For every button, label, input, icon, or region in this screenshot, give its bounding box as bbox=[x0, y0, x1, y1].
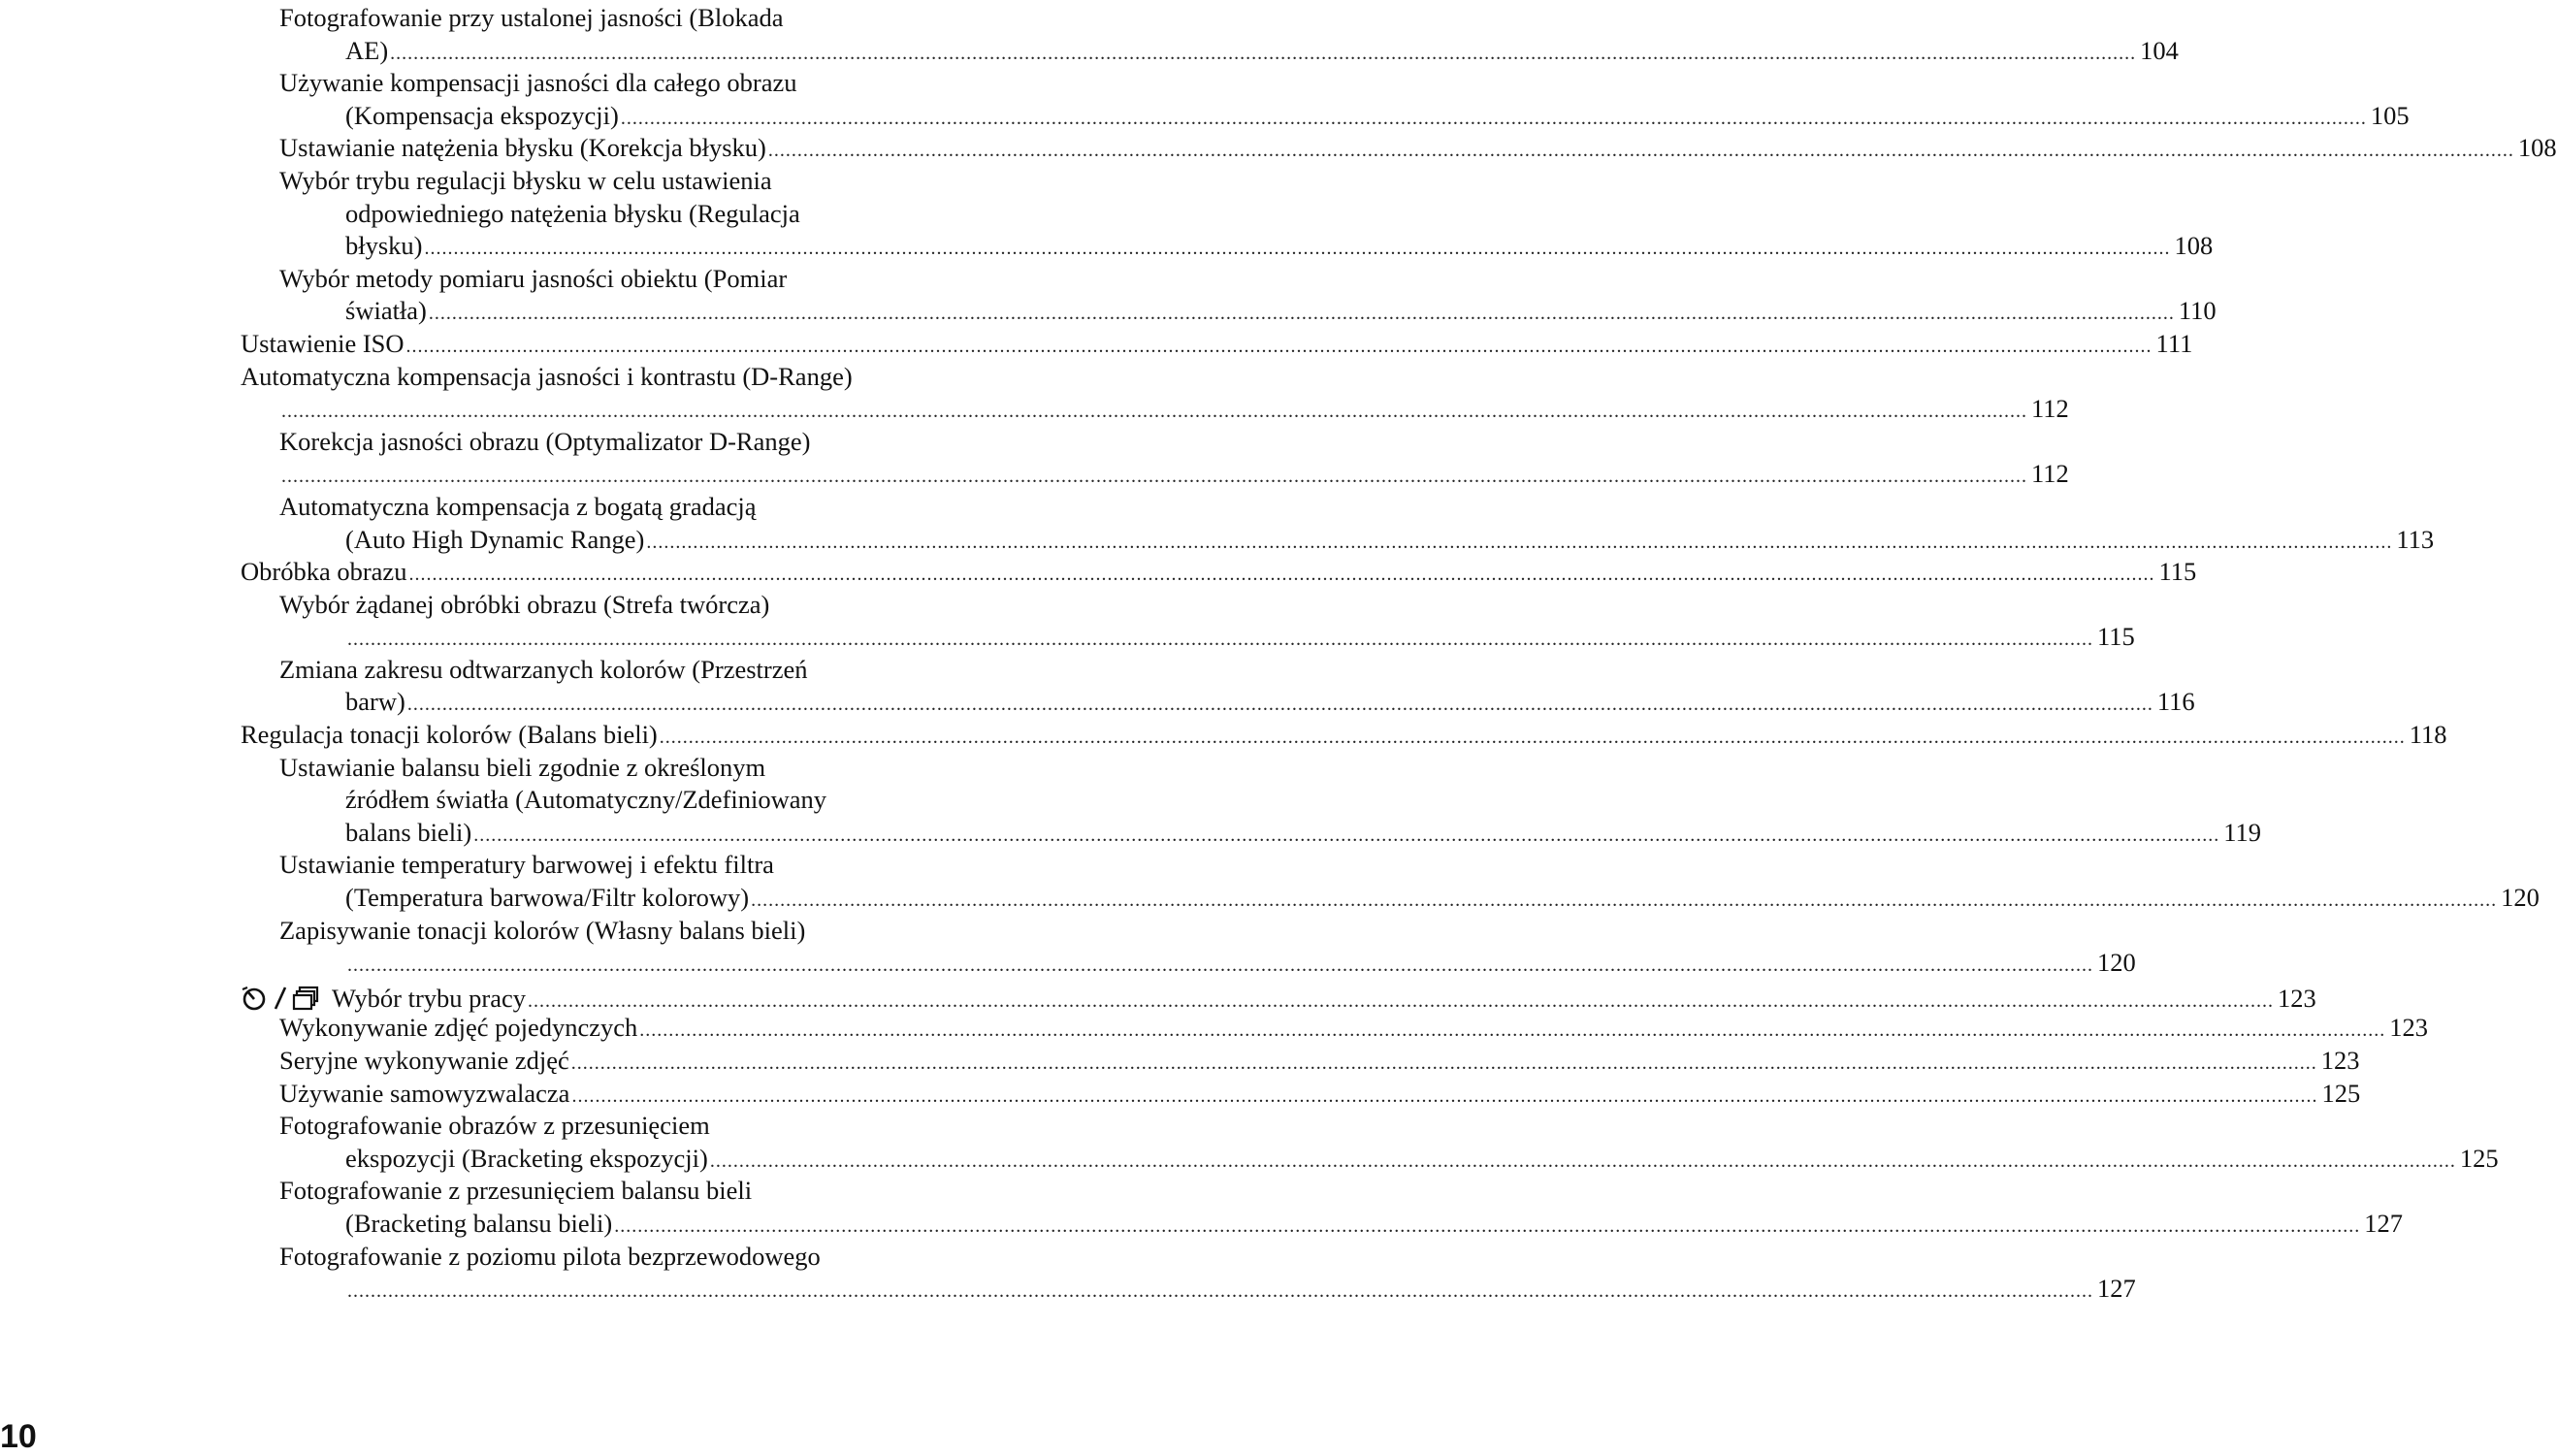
slash-separator-icon bbox=[274, 986, 287, 1011]
toc-line bbox=[0, 980, 2316, 1013]
toc-entry-title: Używanie kompensacji jasności dla całego obrazu bbox=[279, 68, 797, 98]
toc-line bbox=[0, 882, 2540, 915]
toc-line bbox=[0, 426, 931, 459]
toc-line bbox=[0, 361, 931, 394]
toc-line bbox=[0, 198, 931, 231]
dot-leader: ............................................................................................................................................................................................................................................................................................................ bbox=[528, 989, 2275, 1012]
toc-line bbox=[0, 35, 2179, 68]
toc-entry-title: Fotografowanie przy ustalonej jasności (Blokada bbox=[279, 3, 784, 32]
toc-page-number: 125 bbox=[2321, 1078, 2361, 1108]
toc-line bbox=[0, 915, 931, 948]
toc-page-number: 119 bbox=[2223, 817, 2262, 847]
toc-line bbox=[0, 686, 2195, 719]
toc-line bbox=[0, 621, 2135, 654]
toc-entry-title: (Kompensacja ekspozycji) bbox=[345, 100, 619, 130]
toc-page-number: 118 bbox=[2409, 720, 2447, 750]
toc-line bbox=[0, 230, 2214, 263]
toc-line bbox=[0, 295, 2217, 328]
toc-entry-title: Wybór metody pomiaru jasności obiektu (Pomiar bbox=[279, 263, 788, 293]
dot-leader: ............................................................................................................................................................................................................................................................................................................ bbox=[281, 466, 2027, 488]
toc-entry-title: Zmiana zakresu odtwarzanych kolorów (Przestrzeń bbox=[279, 654, 808, 684]
toc-entry-title: Zapisywanie tonacji kolorów (Własny balans bieli) bbox=[279, 915, 806, 945]
toc-entry-title: Wybór żądanej obróbki obrazu (Strefa twórcza) bbox=[279, 589, 770, 619]
dot-leader: ............................................................................................................................................................................................................................................................................................................ bbox=[709, 1149, 2456, 1172]
toc-line bbox=[0, 1078, 2361, 1111]
toc-line bbox=[0, 1143, 2499, 1176]
toc-page-number: 125 bbox=[2459, 1143, 2499, 1173]
toc-entry-title: Ustawienie ISO bbox=[241, 328, 405, 358]
toc-page-number: 115 bbox=[2097, 622, 2135, 652]
toc-entry-title: Fotografowanie obrazów z przesunięciem bbox=[279, 1111, 710, 1141]
toc-page-number: 105 bbox=[2370, 100, 2410, 130]
dot-leader: ............................................................................................................................................................................................................................................................................................................ bbox=[571, 1084, 2318, 1107]
toc-page-number: 104 bbox=[2140, 35, 2179, 65]
dot-leader: ............................................................................................................................................................................................................................................................................................................ bbox=[408, 564, 2155, 586]
toc-entry-title: źródłem światła (Automatyczny/Zdefiniowany bbox=[345, 785, 826, 815]
toc-line bbox=[0, 263, 931, 296]
toc-line bbox=[0, 817, 2262, 850]
toc-entry-title: Regulacja tonacji kolorów (Balans bieli) bbox=[241, 720, 658, 750]
toc-entry-title: Fotografowanie z poziomu pilota bezprzewodowego bbox=[279, 1241, 821, 1271]
toc-entry-title: balans bieli) bbox=[345, 817, 472, 847]
toc-line bbox=[0, 1012, 2429, 1045]
dot-leader: ............................................................................................................................................................................................................................................................................................................ bbox=[473, 824, 2220, 846]
toc-line bbox=[0, 100, 2410, 133]
toc-line bbox=[0, 328, 2193, 361]
toc-line bbox=[0, 719, 2447, 752]
toc-page-number: 111 bbox=[2155, 328, 2193, 358]
toc-line bbox=[0, 67, 931, 100]
toc-page-number: 112 bbox=[2031, 459, 2069, 489]
dot-leader: ............................................................................................................................................................................................................................................................................................................ bbox=[751, 890, 2498, 912]
toc-entry-title: (Temperatura barwowa/Filtr kolorowy) bbox=[345, 883, 750, 913]
continuous-shooting-icon bbox=[293, 986, 320, 1011]
toc-line bbox=[0, 1110, 931, 1143]
toc-entry-title: Wykonywanie zdjęć pojedynczych bbox=[279, 1013, 638, 1043]
toc-line bbox=[0, 491, 931, 524]
toc-line bbox=[0, 458, 2069, 491]
toc-entry-title: AE) bbox=[345, 35, 389, 65]
toc-entry-title: Ustawianie temperatury barwowej i efektu filtra bbox=[279, 850, 774, 880]
toc-page-number: 127 bbox=[2097, 1274, 2136, 1304]
toc-entry-title: (Bracketing balansu bieli) bbox=[345, 1208, 613, 1238]
dot-leader: ............................................................................................................................................................................................................................................................................................................ bbox=[428, 303, 2175, 325]
toc-line bbox=[0, 1208, 2403, 1241]
toc-entry-title: Wybór trybu regulacji błysku w celu ustawienia bbox=[279, 165, 772, 195]
toc-page-number: 127 bbox=[2364, 1208, 2403, 1238]
toc-page-number: 120 bbox=[2097, 948, 2136, 978]
dot-leader: ............................................................................................................................................................................................................................................................................................................ bbox=[570, 1052, 2317, 1074]
drive-mode-icons bbox=[241, 985, 320, 1012]
toc-line bbox=[0, 165, 931, 198]
toc-page-number: 113 bbox=[2396, 524, 2435, 554]
toc-line bbox=[0, 1241, 931, 1274]
toc-entry-title: błysku) bbox=[345, 231, 423, 261]
toc-line bbox=[0, 2, 931, 35]
dot-leader: ............................................................................................................................................................................................................................................................................................................ bbox=[347, 1280, 2093, 1303]
dot-leader: ............................................................................................................................................................................................................................................................................................................ bbox=[281, 401, 2027, 423]
page-number: 10 bbox=[0, 1418, 37, 1455]
toc-page-number: 110 bbox=[2178, 296, 2217, 326]
toc-page-number: 115 bbox=[2158, 557, 2197, 587]
toc-entry-title: Używanie samowyzwalacza bbox=[279, 1078, 570, 1108]
toc-entry-title: Automatyczna kompensacja z bogatą gradacją bbox=[279, 491, 757, 521]
toc-line bbox=[0, 654, 931, 687]
toc-line bbox=[0, 1045, 2360, 1078]
toc-line bbox=[0, 132, 2557, 165]
toc-page-number: 123 bbox=[2389, 1013, 2429, 1043]
dot-leader: ............................................................................................................................................................................................................................................................................................................ bbox=[347, 954, 2093, 977]
toc-entry-title: Ustawianie natężenia błysku (Korekcja błysku) bbox=[279, 133, 766, 163]
dot-leader: ............................................................................................................................................................................................................................................................................................................ bbox=[390, 42, 2137, 64]
toc-line bbox=[0, 784, 931, 817]
toc-page-number: 108 bbox=[2517, 133, 2557, 163]
toc-line bbox=[0, 849, 931, 882]
toc-entry-title: Fotografowanie z przesunięciem balansu bieli bbox=[279, 1176, 753, 1206]
toc-entry-title: Korekcja jasności obrazu (Optymalizator D-Range) bbox=[279, 426, 811, 456]
dot-leader: ............................................................................................................................................................................................................................................................................................................ bbox=[405, 335, 2152, 357]
toc-line bbox=[0, 1273, 2136, 1306]
toc-line bbox=[0, 556, 2197, 589]
toc-entry-title: Wybór trybu pracy bbox=[241, 980, 526, 1016]
toc-entry-title: ekspozycji (Bracketing ekspozycji) bbox=[345, 1143, 708, 1173]
toc-entry-title: Seryjne wykonywanie zdjęć bbox=[279, 1046, 569, 1075]
toc-page-number: 120 bbox=[2501, 883, 2540, 913]
self-timer-icon bbox=[241, 985, 268, 1012]
toc-entry-title: (Auto High Dynamic Range) bbox=[345, 524, 645, 554]
table-of-contents bbox=[0, 2, 2557, 1306]
toc-line bbox=[0, 589, 931, 622]
toc-line bbox=[0, 524, 2435, 557]
toc-page-number: 123 bbox=[2278, 983, 2316, 1013]
dot-leader: ............................................................................................................................................................................................................................................................................................................ bbox=[659, 727, 2406, 749]
dot-leader: ............................................................................................................................................................................................................................................................................................................ bbox=[767, 140, 2514, 162]
toc-entry-title: Ustawianie balansu bieli zgodnie z określonym bbox=[279, 752, 766, 782]
dot-leader: ............................................................................................................................................................................................................................................................................................................ bbox=[614, 1214, 2361, 1237]
toc-entry-title: Automatyczna kompensacja jasności i kontrastu (D-Range) bbox=[241, 361, 853, 391]
toc-line bbox=[0, 947, 2136, 980]
dot-leader: ............................................................................................................................................................................................................................................................................................................ bbox=[620, 107, 2367, 129]
toc-page-number: 116 bbox=[2156, 687, 2195, 717]
dot-leader: ............................................................................................................................................................................................................................................................................................................ bbox=[424, 238, 2171, 260]
toc-entry-title: światła) bbox=[345, 296, 427, 326]
toc-page-number: 123 bbox=[2320, 1046, 2360, 1075]
toc-entry-title: barw) bbox=[345, 687, 405, 717]
toc-entry-title: Obróbka obrazu bbox=[241, 557, 407, 587]
dot-leader: ............................................................................................................................................................................................................................................................................................................ bbox=[646, 531, 2393, 553]
dot-leader: ............................................................................................................................................................................................................................................................................................................ bbox=[406, 694, 2153, 716]
toc-entry-title: odpowiedniego natężenia błysku (Regulacja bbox=[345, 198, 800, 228]
toc-line bbox=[0, 752, 931, 785]
toc-line bbox=[0, 1175, 931, 1208]
toc-line bbox=[0, 393, 2069, 426]
dot-leader: ............................................................................................................................................................................................................................................................................................................ bbox=[347, 629, 2093, 651]
dot-leader: ............................................................................................................................................................................................................................................................................................................ bbox=[639, 1019, 2386, 1042]
toc-page-number: 112 bbox=[2031, 394, 2069, 424]
toc-page-number: 108 bbox=[2174, 231, 2214, 261]
